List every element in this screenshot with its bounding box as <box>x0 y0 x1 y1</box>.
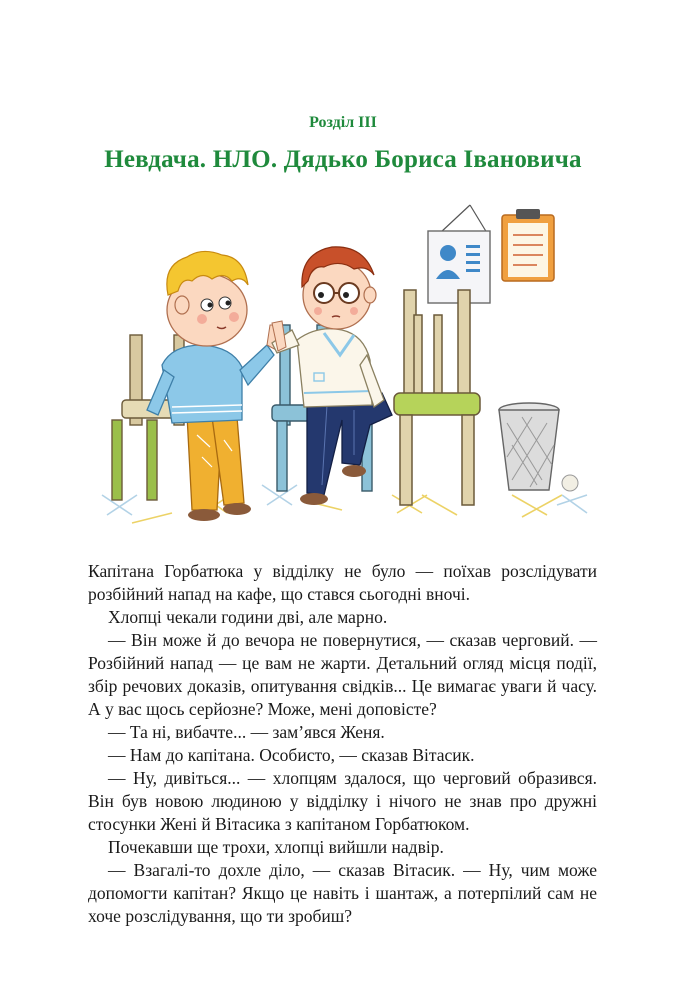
paragraph: Почекавши ще трохи, хлопці вийшли надвір. <box>108 837 444 857</box>
paragraph: — Він може й до вечора не повернутися, — сказав черговий. — Розбійний напад — це вам не жарти. Детальний огляд місця події, збір речових доказів, опитування свідків... Це вимагає уваги й часу. А у вас щось серйозне? Може, мені доповісте? <box>88 630 597 719</box>
clipboard-icon <box>502 209 554 281</box>
body-text <box>88 560 597 928</box>
paragraph: — Та ні, вибачте... — зам’явся Женя. <box>108 722 385 742</box>
illustration <box>92 195 602 540</box>
paragraph: Хлопці чекали години дві, але марно. <box>108 607 388 627</box>
trash-bin-icon <box>499 403 578 491</box>
chair-icon <box>394 290 480 505</box>
paragraph: — Взагалі-то дохле діло, — сказав Вітасик. — Ну, чим може допомогти капітан? Якщо це навіть і шантаж, а потерпілий сам не хоче розслідування, що ти зробиш? <box>88 860 597 926</box>
chapter-label: Розділ ІІІ <box>309 114 377 131</box>
paragraph: Капітана Горбатюка у відділку не було — поїхав розслідувати розбійний напад на кафе, що стався сьогодні вночі. <box>88 561 597 604</box>
wall-poster-icon <box>428 205 490 303</box>
paragraph: — Нам до капітана. Особисто, — сказав Вітасик. <box>108 745 475 765</box>
paragraph: — Ну, дивіться... — хлопцям здалося, що черговий образився. Він був новою людиною у відділку і нічого не знав про дружні стосунки Жені й Вітасика з капітаном Горбатюком. <box>88 768 597 834</box>
boy-blonde-icon <box>147 251 278 521</box>
chapter-title: Невдача. НЛО. Дядько Бориса Івановича <box>104 146 582 173</box>
